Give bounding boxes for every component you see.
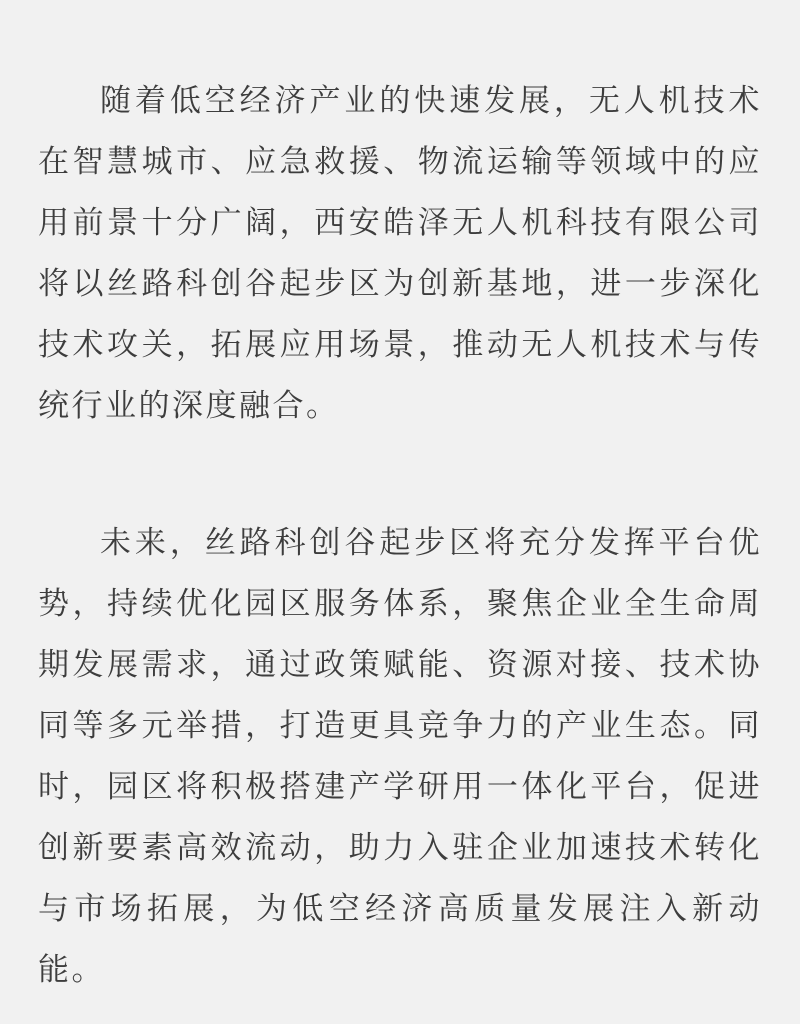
paragraph-future-outlook: 未来，丝路科创谷起步区将充分发挥平台优势，持续优化园区服务体系，聚焦企业全生命周期发展需求，通过政策赋能、资源对接、技术协同等多元举措，打造更具竞争力的产业生态。同时，园区将积极搭建产学研用一体化平台，促进创新要素高效流动，助力入驻企业加速技术转化与市场拓展，为低空经济高质量发展注入新动能。	[38, 525, 762, 987]
paragraph-drone-industry: 随着低空经济产业的快速发展，无人机技术在智慧城市、应急救援、物流运输等领域中的应用前景十分广阔，西安皓泽无人机科技有限公司将以丝路科创谷起步区为创新基地，进一步深化技术攻关，拓展应用场景，推动无人机技术与传统行业的深度融合。	[38, 83, 762, 423]
